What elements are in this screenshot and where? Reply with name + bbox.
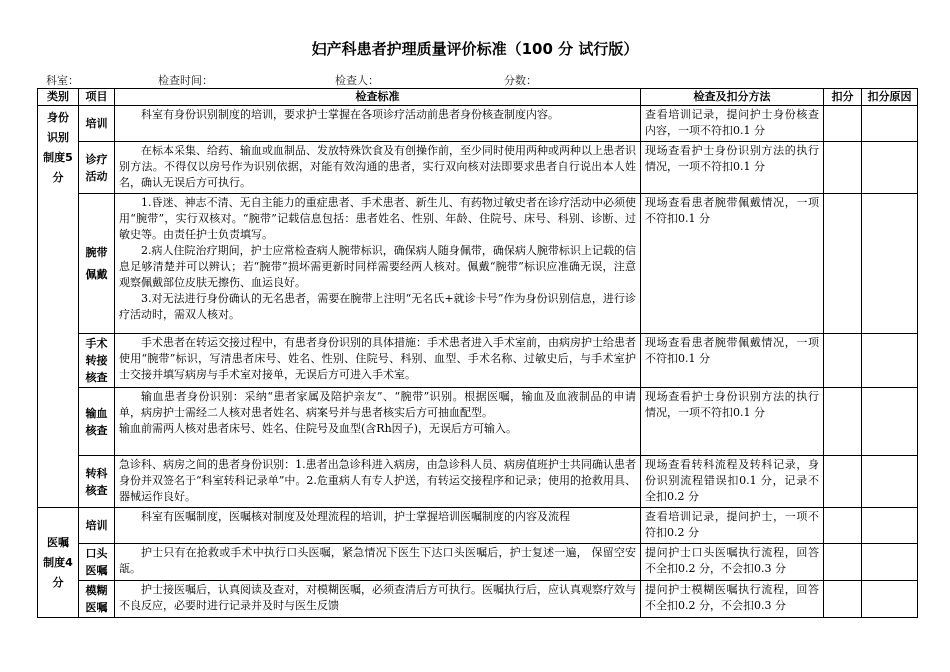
standard-text: 手术患者在转运交接过程中，有患者身份识别的具体措施：手术患者进入手术室前，由病房护士给患者使用“腕带”标识，写清患者床号、姓名、性别、住院号、科别、血型、手术名称、过敏史后，与手术室护士交接并填写病房与手术室对接单，无误后方可进入手术室。 — [119, 336, 636, 381]
item-label: 口头医嘱 — [79, 544, 115, 581]
dept-label: 科室： — [46, 74, 79, 87]
reason-cell — [862, 142, 918, 194]
standard-text: 科室有身份识别制度的培训，要求护士掌握在各项诊疗活动前患者身份核查制度内容。 — [141, 108, 559, 121]
standard-cell — [115, 194, 641, 334]
standard-text: 急诊科、病房之间的患者身份识别：1.患者出急诊科进入病房，由急诊科人员、病房值班护士共同确认患者身份并双签名于“科室转科记录单”中。2.危重病人有专人护送，有转运交接程序和记录；使用的抢救用具、器械运作良好。 — [119, 458, 636, 503]
deduct-cell — [824, 508, 862, 544]
table-header-row — [38, 89, 918, 106]
standard-text: 2.病人住院治疗期间，护士应常检查病人腕带标识，确保病人随身佩带，确保病人腕带标识上记载的信息足够清楚并可以辨认；若“腕带”损坏需更新时同样需要经两人核对。佩戴“腕带”标识应准确无误，注意观察佩戴部位皮肤无擦伤、血运良好。 — [119, 244, 636, 289]
header-standard: 检查标准 — [115, 89, 641, 106]
item-label: 输血核查 — [79, 388, 115, 456]
standard-text: 护士接医嘱后，认真阅读及查对，对模糊医嘱，必须查清后方可执行。医嘱执行后，应认真观察疗效与不良反应，必要时进行记录并及时与医生反馈 — [119, 583, 636, 612]
deduct-cell — [824, 334, 862, 388]
method-cell: 查看培训记录，提问护士，一项不符扣0.2 分 — [641, 508, 824, 544]
method-cell: 现场查看护士身份识别方法的执行情况，一项不符扣0.1 分 — [641, 142, 824, 194]
standard-cell — [115, 142, 641, 194]
standard-text: 3.对无法进行身份确认的无名患者，需要在腕带上注明“无名氏+就诊卡号”作为身份识别信息，进行诊疗活动时，需双人核对。 — [119, 292, 636, 321]
deduct-cell — [824, 106, 862, 142]
standard-cell — [115, 334, 641, 388]
standard-text: 护士只有在抢救或手术中执行口头医嘱，紧急情况下医生下达口头医嘱后，护士复述一遍， 保留空安瓿。 — [119, 546, 636, 575]
header-reason: 扣分原因 — [862, 89, 918, 106]
score-label: 分数： — [504, 74, 537, 87]
standard-cell — [115, 508, 641, 544]
table-row — [38, 334, 918, 388]
header-item: 项目 — [79, 89, 115, 106]
table-row — [38, 388, 918, 456]
reason-cell — [862, 508, 918, 544]
standard-text: 输血前需两人核对患者床号、姓名、住院号及血型(含Rh因子)，无误后方可输入。 — [119, 422, 517, 435]
method-cell: 现场查看转科流程及转科记录，身份识别流程错误扣0.1 分，记录不全扣0.2 分 — [641, 456, 824, 508]
standard-cell — [115, 544, 641, 581]
reason-cell — [862, 194, 918, 334]
inspector-label: 检查人： — [335, 74, 379, 87]
table-row — [38, 106, 918, 142]
reason-cell — [862, 581, 918, 618]
item-label: 手术转接核查 — [79, 334, 115, 388]
item-label: 培训 — [79, 508, 115, 544]
evaluation-table — [37, 88, 918, 618]
deduct-cell — [824, 581, 862, 618]
item-label: 腕带佩戴 — [79, 194, 115, 334]
table-row — [38, 194, 918, 334]
deduct-cell — [824, 194, 862, 334]
deduct-cell — [824, 544, 862, 581]
table-row — [38, 508, 918, 544]
standard-text: 输血患者身份识别：采纳“患者家属及陪护亲友”、“腕带”识别。根据医嘱，输血及血液制品的申请单，病房护士需经二人核对患者姓名、病案号并与患者核实后方可抽血配型。 — [119, 390, 636, 419]
standard-text: 在标本采集、给药、输血或血制品、发放特殊饮食及有创操作前，至少同时使用两种或两种以上患者识别方法。不得仅以房号作为识别依据，对能有效沟通的患者，实行双向核对法即要求患者自行说出本人姓名，确认无误后方可执行。 — [119, 144, 636, 189]
standard-text: 1.昏迷、神志不清、无自主能力的重症患者、手术患者、新生儿、有药物过敏史者在诊疗活动中必须使用“腕带”，实行双核对。“腕带”记载信息包括：患者姓名、性别、年龄、住院号、床号、科别、诊断、过敏史等。由责任护士负责填写。 — [119, 196, 636, 241]
page-title: 妇产科患者护理质量评价标准（100 分 试行版） — [311, 40, 639, 58]
header-method: 检查及扣分方法 — [641, 89, 824, 106]
reason-cell — [862, 106, 918, 142]
table-row — [38, 456, 918, 508]
header-deduct: 扣分 — [824, 89, 862, 106]
method-cell: 现场查看患者腕带佩戴情况，一项不符扣0.1 分 — [641, 334, 824, 388]
standard-cell — [115, 388, 641, 456]
method-cell: 提问护士模糊医嘱执行流程，回答不全扣0.2 分，不会扣0.3 分 — [641, 581, 824, 618]
standard-cell — [115, 581, 641, 618]
category-identity: 身份识别制度5分 — [38, 106, 79, 508]
table-row — [38, 544, 918, 581]
reason-cell — [862, 544, 918, 581]
check-time-label: 检查时间： — [158, 74, 213, 87]
item-label: 诊疗活动 — [79, 142, 115, 194]
item-label: 培训 — [79, 106, 115, 142]
standard-text: 科室有医嘱制度，医嘱核对制度及处理流程的培训，护士掌握培训医嘱制度的内容及流程 — [141, 510, 570, 523]
standard-cell — [115, 106, 641, 142]
item-label: 模糊医嘱 — [79, 581, 115, 618]
item-label: 转科核查 — [79, 456, 115, 508]
category-orders: 医嘱制度4分 — [38, 508, 79, 618]
reason-cell — [862, 388, 918, 456]
method-cell: 现场查看护士身份识别方法的执行情况，一项不符扣0.1 分 — [641, 388, 824, 456]
method-cell: 提问护士口头医嘱执行流程，回答不全扣0.2 分，不会扣0.3 分 — [641, 544, 824, 581]
deduct-cell — [824, 142, 862, 194]
header-category: 类别 — [38, 89, 79, 106]
method-cell: 现场查看患者腕带佩戴情况，一项不符扣0.1 分 — [641, 194, 824, 334]
table-row — [38, 142, 918, 194]
standard-cell — [115, 456, 641, 508]
reason-cell — [862, 334, 918, 388]
method-cell: 查看培训记录，提问护士身份核查内容，一项不符扣0.1 分 — [641, 106, 824, 142]
deduct-cell — [824, 388, 862, 456]
deduct-cell — [824, 456, 862, 508]
table-row — [38, 581, 918, 618]
reason-cell — [862, 456, 918, 508]
